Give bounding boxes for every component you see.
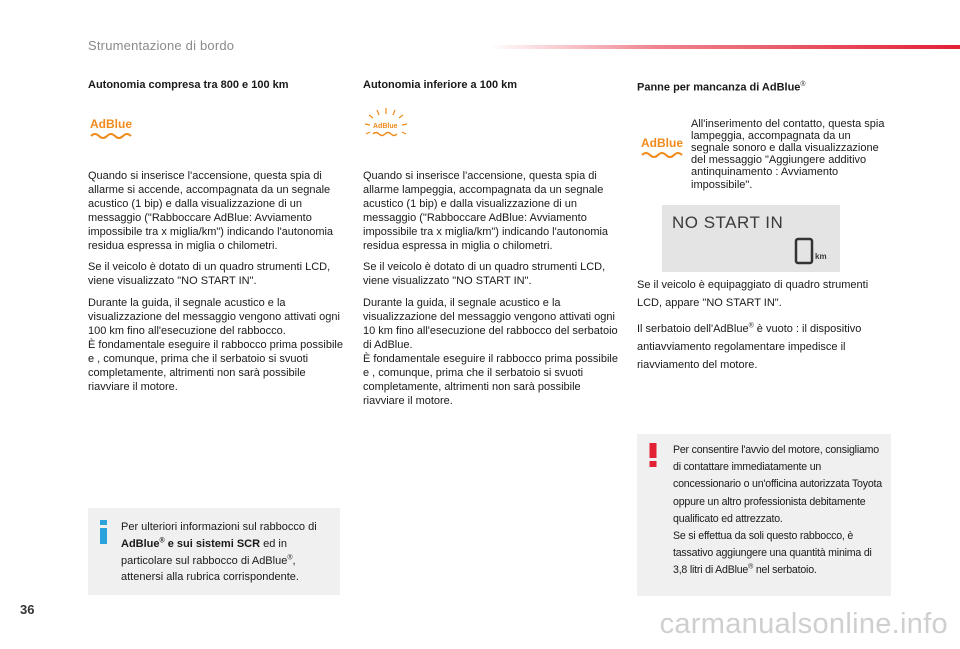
- paragraph: Quando si inserisce l'accensione, questa spia di allarme si accende, accompagnata da un segnale acustico (1 bip) e dalla visualizzazione di un messaggio ("Rabboccare AdBlue: Avviamento impossibile tra x miglia/km") indicando l'autonomia residua espressa in miglia o chilometri.: [88, 170, 334, 252]
- adblue-warning-icon: [639, 135, 699, 170]
- adblue-warning-icon: [88, 114, 148, 149]
- adblue-icon-label: AdBlue: [373, 123, 398, 130]
- exclamation-icon: [648, 443, 658, 472]
- section-adblue-empty: [637, 78, 895, 217]
- page-header-title: Strumentazione di bordo: [88, 38, 235, 53]
- section-title: Autonomia inferiore a 100 km: [363, 79, 518, 91]
- header-accent-line: [490, 45, 960, 49]
- page-number: 36: [20, 602, 35, 617]
- section-autonomy-below-100: [363, 78, 621, 417]
- paragraph: Durante la guida, il segnale acustico e la visualizzazione del messaggio vengono attivati ogni 100 km fino all'esecuzione del rabbocco.: [88, 297, 340, 338]
- adblue-icon-label: AdBlue: [641, 135, 683, 150]
- info-note-text: Per ulteriori informazioni sul rabbocco di AdBlue® e sui sistemi SCR ed in particolare sul rabbocco di AdBlue®, attenersi alla rubrica corrispondente.: [121, 521, 317, 584]
- adblue-icon-label: AdBlue: [90, 117, 132, 131]
- svg-text:0: 0: [803, 255, 805, 256]
- paragraph: Se il veicolo è dotato di un quadro strumenti LCD, viene visualizzato "NO START IN".: [363, 261, 606, 288]
- adblue-flashing-icon: [363, 106, 409, 157]
- paragraph: È fondamentale eseguire il rabbocco prima possibile e , comunque, prima che il serbatoio si svuoti completamente, altrimenti non sarà possibile riavviare il motore.: [363, 352, 618, 407]
- warning-description: All'inserimento del contatto, questa spia lampeggia, accompagnata da un segnale sonoro e dalla visualizzazione del messaggio "Aggiungere additivo antinquinamento : Avviamento impossibile".: [691, 117, 885, 191]
- section-title: Panne per mancanza di AdBlue®: [637, 81, 806, 94]
- paragraph: È fondamentale eseguire il rabbocco prima possibile e , comunque, prima che il serbatoio si svuoti completamente, altrimenti non sarà possibile riavviare il motore.: [88, 338, 343, 393]
- lcd-digit: [794, 237, 814, 270]
- paragraph: Se il veicolo è equipaggiato di quadro strumenti LCD, appare "NO START IN".: [637, 279, 869, 309]
- lcd-display: [662, 205, 840, 272]
- watermark: carmanualsonline.info: [659, 608, 948, 640]
- paragraph: Se il veicolo è dotato di un quadro strumenti LCD, viene visualizzato "NO START IN".: [88, 261, 331, 288]
- paragraph: Il serbatoio dell'AdBlue® è vuoto : il dispositivo antiavviamento regolamentare impedisce il riavviamento del motore.: [637, 322, 862, 371]
- section-title: Autonomia compresa tra 800 e 100 km: [88, 79, 289, 91]
- section-autonomy-800-100: [88, 78, 346, 403]
- warning-note: [637, 434, 891, 596]
- paragraph: Quando si inserisce l'accensione, questa spia di allarme lampeggia, accompagnata da un segnale acustico (1 bip) e dalla visualizzazione di un messaggio ("Rabboccare AdBlue: Avviamento impossibile tra x miglia/km") indicando l'autonomia residua espressa in miglia o chilometri.: [363, 170, 609, 252]
- paragraph: Durante la guida, il segnale acustico e la visualizzazione del messaggio vengono attivati ogni 10 km fino all'esecuzione del rabbocco del serbatoio di AdBlue.: [363, 297, 618, 351]
- lcd-text: NO START IN: [672, 213, 784, 232]
- info-icon: [99, 520, 109, 549]
- info-note: [88, 508, 340, 595]
- section-adblue-empty-body: [637, 276, 895, 382]
- warning-note-text: Per consentire l'avvio del motore, consigliamo di contattare immediatamente un concessionario o un'officina autorizzata Toyota oppure un altro professionista debitamente qualificato ed attrezzato. Se si effettua da soli questo rabbocco, è tassativo aggiungere una quantità minima di 3,8 litri di AdBlue® nel serbatoio.: [673, 444, 882, 577]
- lcd-unit: km: [815, 252, 827, 261]
